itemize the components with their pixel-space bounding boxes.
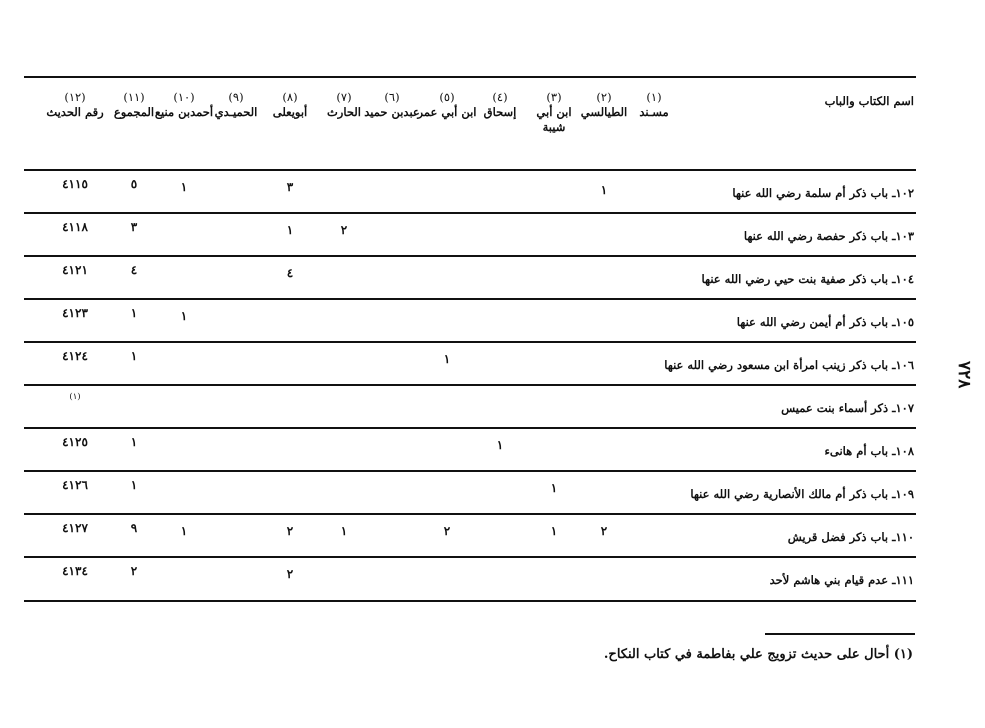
column-header-11	[104, 90, 164, 120]
table-top-rule	[24, 76, 916, 78]
row-cell-col-11: ٥	[130, 177, 138, 191]
row-title: ١٠٣ـ باب ذكر حفصة رضي الله عنها	[743, 229, 914, 243]
row-cell-col-12: ٤١٣٤	[62, 564, 88, 578]
column-number: (٢)	[596, 90, 612, 104]
column-number: (٤)	[492, 90, 508, 104]
table-row	[24, 343, 916, 386]
column-label: عبدبن حميد	[364, 105, 420, 119]
column-label: ابن أبي شيبة	[536, 105, 572, 134]
footnote-rule	[765, 633, 915, 635]
row-cell-col-10: ١	[180, 524, 188, 538]
table-bottom-rule	[24, 600, 916, 602]
row-cell-col-8: ٢	[286, 567, 294, 581]
row-cell-col-8: ٢	[286, 524, 294, 538]
row-cell-col-8: ٤	[286, 266, 294, 280]
row-cell-col-12: ٤١٢١	[62, 263, 88, 277]
row-cell-col-5: ٢	[443, 524, 451, 538]
column-header-3	[524, 90, 584, 135]
column-label: الحارث	[326, 105, 361, 119]
page-number: ٧٢٨	[954, 361, 974, 389]
table-row	[24, 214, 916, 257]
row-cell-col-8: ٣	[286, 180, 294, 194]
row-cell-col-11: ١	[130, 478, 138, 492]
table-row	[24, 429, 916, 472]
column-label: رقم الحديث	[46, 105, 104, 119]
row-title: ١٠٢ـ باب ذكر أم سلمة رضي الله عنها	[732, 186, 914, 200]
row-cell-col-3: ١	[550, 481, 558, 495]
column-label: ابن أبي عمر	[417, 105, 477, 119]
column-number: (١٢)	[64, 90, 86, 104]
column-header-5	[417, 90, 477, 120]
table-row	[24, 386, 916, 429]
row-cell-col-12: ٤١١٥	[62, 177, 88, 191]
table-row	[24, 300, 916, 343]
table-row	[24, 472, 916, 515]
column-header-8	[260, 90, 320, 120]
row-cell-col-11: ١	[130, 435, 138, 449]
row-cell-col-12: ٤١٢٤	[62, 349, 88, 363]
row-cell-col-11: ٤	[130, 263, 138, 277]
column-label: إسحاق	[483, 105, 517, 119]
column-header-12	[45, 90, 105, 120]
row-cell-col-11: ٩	[130, 521, 138, 535]
row-title: ١٠٤ـ باب ذكر صفية بنت حيي رضي الله عنها	[701, 272, 914, 286]
column-label: الطيالسي	[580, 105, 628, 119]
column-label: الحميـدي	[214, 105, 258, 119]
column-number: (٥)	[439, 90, 455, 104]
column-number: (٨)	[282, 90, 298, 104]
column-number: (٣)	[546, 90, 562, 104]
row-cell-col-11: ١	[130, 349, 138, 363]
row-cell-col-10: ١	[180, 309, 188, 323]
row-cell-col-12: ٤١١٨	[62, 220, 88, 234]
column-header-7	[314, 90, 374, 120]
row-cell-col-8: ١	[286, 223, 294, 237]
row-cell-col-4: ١	[496, 438, 504, 452]
row-cell-col-12: (١)	[69, 392, 81, 402]
hadith-count-table	[24, 76, 916, 602]
table-row	[24, 257, 916, 300]
row-title: ١٠٨ـ باب أم هانىء	[824, 444, 914, 458]
column-number: (١١)	[123, 90, 145, 104]
column-label: المجموع	[113, 105, 155, 119]
row-cell-col-11: ٣	[130, 220, 138, 234]
column-header-4	[470, 90, 530, 120]
row-cell-col-12: ٤١٢٦	[62, 478, 88, 492]
row-cell-col-7: ٢	[340, 223, 348, 237]
column-label: مسـند	[639, 105, 669, 119]
row-title: ١١١ـ عدم قيام بني هاشم لأحد	[769, 573, 914, 587]
column-number: (١٠)	[173, 90, 195, 104]
row-cell-col-3: ١	[550, 524, 558, 538]
row-title: ١٠٥ـ باب ذكر أم أيمن رضي الله عنها	[736, 315, 914, 329]
row-cell-col-5: ١	[443, 352, 451, 366]
column-number: (٧)	[336, 90, 352, 104]
row-cell-col-11: ١	[130, 306, 138, 320]
row-title: ١١٠ـ باب ذكر فضل قريش	[787, 530, 914, 544]
row-cell-col-12: ٤١٢٣	[62, 306, 88, 320]
row-title: ١٠٩ـ باب ذكر أم مالك الأنصارية رضي الله عنها	[690, 487, 914, 501]
footnote: (١) أحال على حديث تزويج علي بفاطمة في كتاب النكاح.	[603, 647, 913, 662]
table-row	[24, 515, 916, 558]
table-row	[24, 171, 916, 214]
row-cell-col-7: ١	[340, 524, 348, 538]
header-title-column: اسم الكتاب والباب	[824, 94, 914, 108]
row-title: ١٠٦ـ باب ذكر زينب امرأة ابن مسعود رضي الله عنها	[664, 358, 914, 372]
row-cell-col-12: ٤١٢٥	[62, 435, 88, 449]
column-number: (١)	[646, 90, 662, 104]
column-label: أبويعلى	[272, 105, 308, 119]
column-number: (٩)	[228, 90, 244, 104]
row-cell-col-2: ٢	[600, 524, 608, 538]
table-row	[24, 558, 916, 601]
row-title: ١٠٧ـ ذكر أسماء بنت عميس	[781, 401, 914, 415]
column-label: أحمدبن منيع	[154, 105, 214, 119]
column-number: (٦)	[384, 90, 400, 104]
column-header-9	[206, 90, 266, 120]
row-cell-col-10: ١	[180, 180, 188, 194]
row-cell-col-2: ١	[600, 183, 608, 197]
row-cell-col-12: ٤١٢٧	[62, 521, 88, 535]
row-cell-col-11: ٢	[130, 564, 138, 578]
